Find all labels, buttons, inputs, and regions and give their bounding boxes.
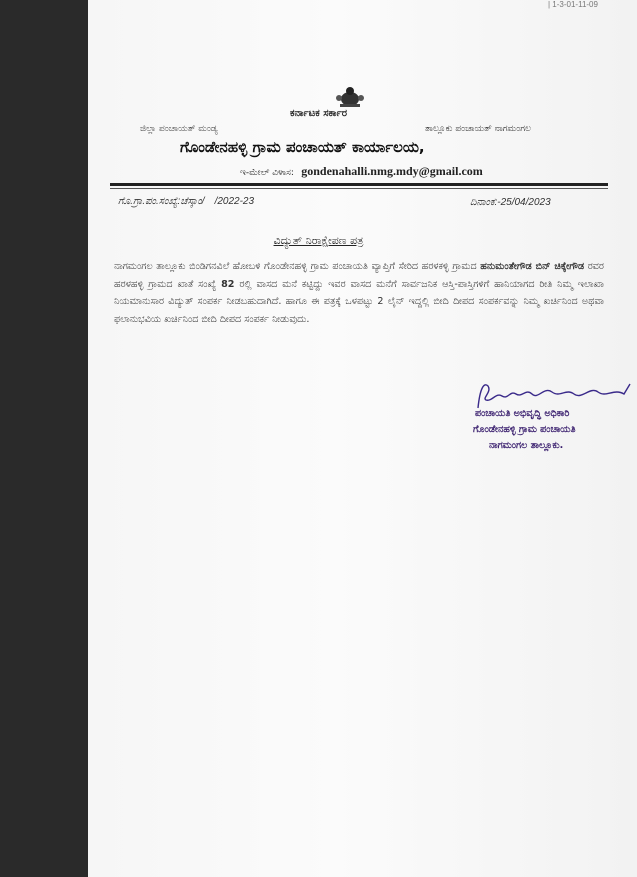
khata-number: 82	[221, 278, 235, 290]
body-paragraph	[114, 258, 604, 328]
government-heading: ಕರ್ನಾಟಕ ಸರ್ಕಾರ	[289, 108, 348, 119]
seal-line-taluk: ನಾಗಮಂಗಲ ತಾಲ್ಲೂಕು.	[489, 440, 564, 451]
header-divider-thin	[110, 188, 608, 189]
body-part-2: ರವರ ಹರಳಹಳ್ಳಿ ಗ್ರಾಮದ ಖಾತೆ ಸಂಖ್ಯೆ	[114, 261, 604, 290]
body-part-3: ರಲ್ಲಿ ವಾಸದ ಮನೆ ಕಟ್ಟಿದ್ದು ಇವರ ವಾಸದ ಮನೆಗೆ ಸಾರ್ವಜನಿಕ ಆಸ್ತಿ-ಪಾಸ್ತಿಗಳಿಗೆ ಹಾನಿಯಾಗದ ರೀತಿ ನಿಮ್ಮ ಇಲಾಖಾ ನಿಯಮಾನುಸಾರ ವಿದ್ಯುತ್ ಸಂಪರ್ಕ ನೀಡಬಹುದಾಗಿದೆ. ಹಾಗೂ ಈ ಪತ್ರಕ್ಕೆ ಒಳಪಟ್ಟು 2 ಲೈನ್ ಇದ್ದಲ್ಲಿ ಬೀದಿ ದೀಪದ ಸಂಪರ್ಕವನ್ನು ನಿಮ್ಮ ಖರ್ಚಿನಿಂದ ಅಥವಾ ಫಲಾನುಭವಿಯ ಖರ್ಚಿನಿಂದ ಬೀದಿ ದೀಪದ ಸಂಪರ್ಕ ನೀಡುವುದು.	[114, 278, 604, 325]
top-mark: | 1-3-01-11-09	[548, 0, 598, 9]
reference-number	[118, 196, 254, 207]
email-address: gondenahalli.nmg.mdy@gmail.com	[301, 164, 483, 178]
officer-seal	[475, 406, 635, 454]
email-label: ಇ-ಮೇಲ್ ವಿಳಾಸ:	[240, 168, 294, 178]
header-divider	[110, 183, 608, 186]
reference-year: /2022-23	[214, 196, 255, 207]
applicant-name: ಹನುಮಂತೇಗೌಡ ಬಿನ್ ಚಿಕ್ಕೇಗೌಡ	[480, 261, 585, 272]
email-row	[240, 164, 483, 179]
letter-subject: ವಿದ್ಯುತ್ ನಿರಾಕ್ಷೇಪಣ ಪತ್ರ	[273, 234, 364, 247]
letter-date: ದಿನಾಂಕ:-25/04/2023	[470, 197, 551, 208]
seal-line-panchayat: ಗೊಂಡೇನಹಳ್ಳಿ ಗ್ರಾಮ ಪಂಚಾಯತಿ	[473, 424, 576, 435]
state-emblem-icon	[333, 86, 367, 108]
office-title: ಗೊಂಡೇನಹಳ್ಳಿ ಗ್ರಾಮ ಪಂಚಾಯತ್ ಕಾರ್ಯಾಲಯ,	[180, 138, 425, 156]
letter-body	[114, 258, 604, 328]
taluk-panchayat: ತಾಲ್ಲೂಕು ಪಂಚಾಯತ್ ನಾಗಮಂಗಲ	[425, 124, 531, 134]
seal-line-designation: ಪಂಚಾಯತಿ ಅಭಿವೃದ್ಧಿ ಅಧಿಕಾರಿ	[475, 408, 570, 419]
body-part-1: ನಾಗಮಂಗಲ ತಾಲ್ಲೂಕು ಬಿಂಡಿಗನವಿಲೆ ಹೋಬಳಿ ಗೊಂಡೇನಹಳ್ಳಿ ಗ್ರಾಮ ಪಂಚಾಯತಿ ವ್ಯಾಪ್ತಿಗೆ ಸೇರಿದ ಹರಳಕಳ್ಳಿ ಗ್ರಾಮದ	[114, 261, 477, 272]
district-panchayat: ಜಿಲ್ಲಾ ಪಂಚಾಯತ್ ಮಂಡ್ಯ	[140, 124, 218, 134]
reference-prefix: ಗೊ.ಗ್ರಾ.ಪಂ.ಸಂಖ್ಯೆ:ಚೆಸ್ಕಾಂ/	[118, 196, 205, 207]
